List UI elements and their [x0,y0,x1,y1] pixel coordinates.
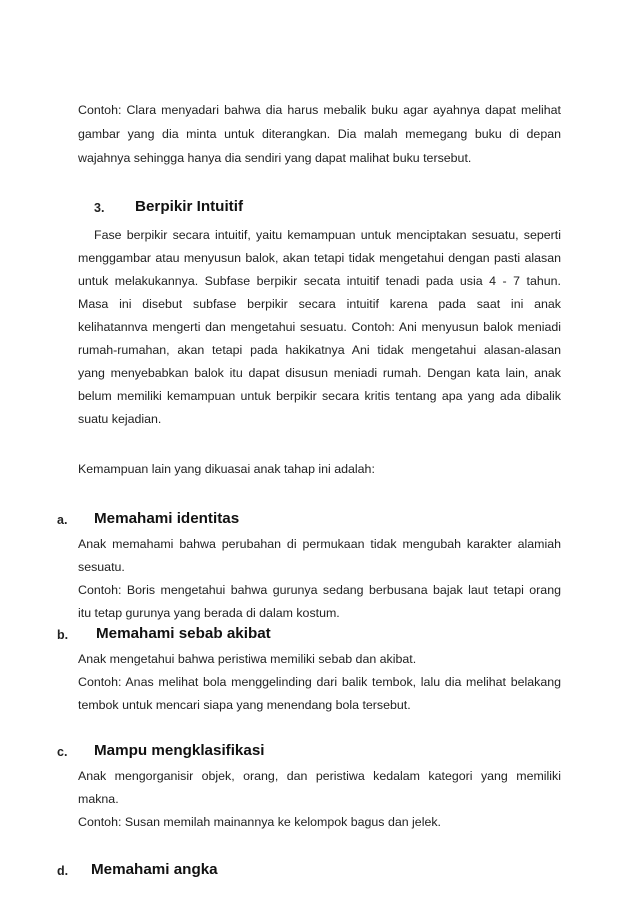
item-line: tembok untuk mencari siapa yang menendang bola tersebut. [78,698,411,712]
section-title: Berpikir Intuitif [135,198,244,215]
paragraph-line: gambar yang dia minta untuk diterangkan. Dia malah memegang buku di depan [78,127,561,141]
item-line: Anak memahami bahwa perubahan di permukaan tidak mengubah karakter alamiah [78,537,561,551]
item-title: Memahami identitas [94,510,240,527]
section-line: menggambar atau menyusun balok, akan tetapi tidak mengetahui dengan pasti alasan [78,251,561,265]
item-letter: a. [57,513,68,527]
section-line: yang menyebabkan balok itu dapat disusun meniadi rumah. Dengan kata lain, anak [78,366,561,380]
intro-abilities: Kemampuan lain yang dikuasai anak tahap ini adalah: [78,462,375,476]
item-line: Contoh: Anas melihat bola menggelinding dari balik tembok, lalu dia melihat belakang [78,675,561,689]
section-line: suatu kejadian. [78,412,162,426]
section-number: 3. [94,201,105,215]
item-line: itu tetap gurunya yang berada di dalam kostum. [78,606,340,620]
item-line: Contoh: Susan memilah mainannya ke kelompok bagus dan jelek. [78,815,441,829]
item-line: makna. [78,792,119,806]
item-line: Anak mengetahui bahwa peristiwa memiliki sebab dan akibat. [78,652,417,666]
item-line: Anak mengorganisir objek, orang, dan peristiwa kedalam kategori yang memiliki [78,769,561,783]
item-letter: b. [57,628,69,642]
section-line: rumah-rumahan, akan tetapi pada hakikatnya Ani tidak mengetahui alasan-alasan [78,343,561,357]
section-line: Fase berpikir secara intuitif, yaitu kemampuan untuk menciptakan sesuatu, seperti [94,228,561,242]
item-title: Mampu mengklasifikasi [94,742,265,759]
item-title: Memahami angka [91,861,218,878]
section-line: untuk melakukannya. Subfase berpikir secata intuitif tenadi pada usia 4 - 7 tahun. [78,274,561,288]
item-title: Memahami sebab akibat [96,625,271,642]
item-line: Contoh: Boris mengetahui bahwa gurunya sedang berbusana bajak laut tetapi orang [78,583,561,597]
section-line: belum memiliki kemampuan untuk berpikir secara kritis tentang apa yang ada dibalik [78,389,561,403]
section-line: Masa ini disebut subfase berpikir secara intuitif karena pada saat ini anak [78,297,561,311]
paragraph-line: wajahnya sehingga hanya dia sendiri yang dapat malihat buku tersebut. [78,151,472,165]
item-line: sesuatu. [78,560,125,574]
item-letter: d. [57,864,69,878]
section-line: kelihatannva mengerti dan mengetahui sesuatu. Contoh: Ani menyusun balok meniadi [78,320,561,334]
item-letter: c. [57,745,68,759]
paragraph-line: Contoh: Clara menyadari bahwa dia harus mebalik buku agar ayahnya dapat melihat [78,103,561,117]
